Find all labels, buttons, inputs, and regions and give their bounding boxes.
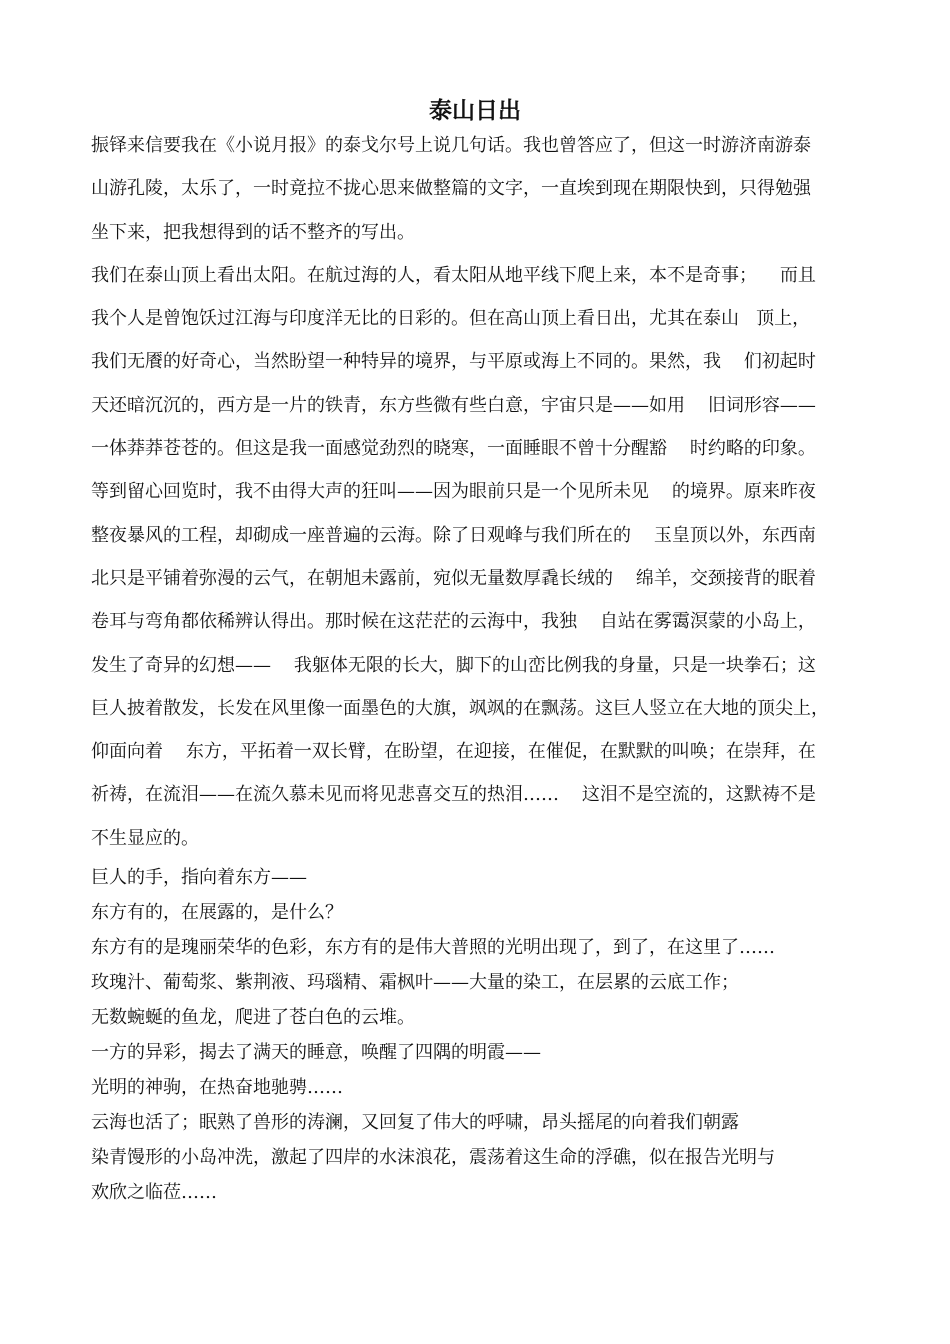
text-line: 等到留心回览时，我不由得大声的狂叫——因为眼前只是一个见所未见 的境界。原来昨夜 <box>91 481 816 503</box>
text-line: 无数蜿蜒的鱼龙，爬进了苍白色的云堆。 <box>91 1007 415 1029</box>
text-line: 祈祷，在流泪——在流久慕未见而将见悲喜交互的热泪…… 这泪不是空流的，这默祷不是 <box>91 784 816 806</box>
text-line: 欢欣之临莅…… <box>91 1182 217 1204</box>
text-line: 整夜暴风的工程，却砌成一座普遍的云海。除了日观峰与我们所在的 玉皇顶以外，东西南 <box>91 524 816 546</box>
text-line: 发生了奇异的幻想—— 我躯体无限的长大，脚下的山峦比例我的身量，只是一块拳石；这 <box>91 654 816 676</box>
document-title: 泰山日出 <box>429 98 521 124</box>
text-line: 东方有的是瑰丽荣华的色彩，东方有的是伟大普照的光明出现了，到了，在这里了…… <box>91 937 775 959</box>
text-line: 光明的神驹，在热奋地驰骋…… <box>91 1077 343 1099</box>
text-line: 染青馒形的小岛冲洗，激起了四岸的水沫浪花，震荡着这生命的浮礁，似在报告光明与 <box>91 1147 775 1169</box>
text-line: 卷耳与弯角都依稀辨认得出。那时候在这茫茫的云海中，我独 自站在雾霭溟蒙的小岛上， <box>91 611 816 633</box>
text-line: 我们无餍的好奇心，当然盼望一种特异的境界，与平原或海上不同的。果然，我 们初起时 <box>91 351 816 373</box>
text-line: 北只是平铺着弥漫的云气，在朝旭未露前，宛似无量数厚毳长绒的 绵羊，交颈接背的眠着 <box>91 567 816 589</box>
text-line: 我个人是曾饱饫过江海与印度洋无比的日彩的。但在高山顶上看日出，尤其在泰山 顶上， <box>91 308 811 330</box>
text-line: 不生显应的。 <box>91 827 199 849</box>
text-line: 东方有的，在展露的，是什么？ <box>91 902 343 924</box>
paragraph <box>91 254 871 860</box>
text-line: 一体莽莽苍苍的。但这是我一面感觉劲烈的晓寒，一面睡眼不曾十分醒豁 时约略的印象。 <box>91 438 816 460</box>
text-line: 坐下来，把我想得到的话不整齐的写出。 <box>91 221 415 243</box>
paragraph <box>91 124 871 254</box>
text-line: 玫瑰汁、葡萄浆、紫荆液、玛瑙精、霜枫叶——大量的染工，在层累的云底工作； <box>91 972 739 994</box>
document-body <box>91 124 871 1210</box>
text-line: 我们在泰山顶上看出太阳。在航过海的人，看太阳从地平线下爬上来，本不是奇事； 而且 <box>91 264 816 286</box>
text-line: 云海也活了；眠熟了兽形的涛澜，又回复了伟大的呼啸，昂头摇尾的向着我们朝露 <box>91 1112 739 1134</box>
text-line: 巨人的手，指向着东方—— <box>91 867 307 889</box>
text-line: 巨人披着散发，长发在风里像一面墨色的大旗，飒飒的在飘荡。这巨人竖立在大地的顶尖上， <box>91 697 829 719</box>
text-line: 仰面向着 东方，平拓着一双长臂，在盼望，在迎接，在催促，在默默的叫唤；在崇拜，在 <box>91 741 816 763</box>
text-line: 天还暗沉沉的，西方是一片的铁青，东方些微有些白意，宇宙只是——如用 旧词形容—— <box>91 394 816 416</box>
text-line: 一方的异彩，揭去了满天的睡意，唤醒了四隅的明霞—— <box>91 1042 541 1064</box>
text-line: 山游孔陵，太乐了，一时竟拉不拢心思来做整篇的文字，一直埃到现在期限快到，只得勉强 <box>91 178 811 200</box>
paragraph <box>91 860 871 1210</box>
text-line: 振铎来信要我在《小说月报》的泰戈尔号上说几句话。我也曾答应了，但这一时游济南游泰 <box>91 135 811 156</box>
